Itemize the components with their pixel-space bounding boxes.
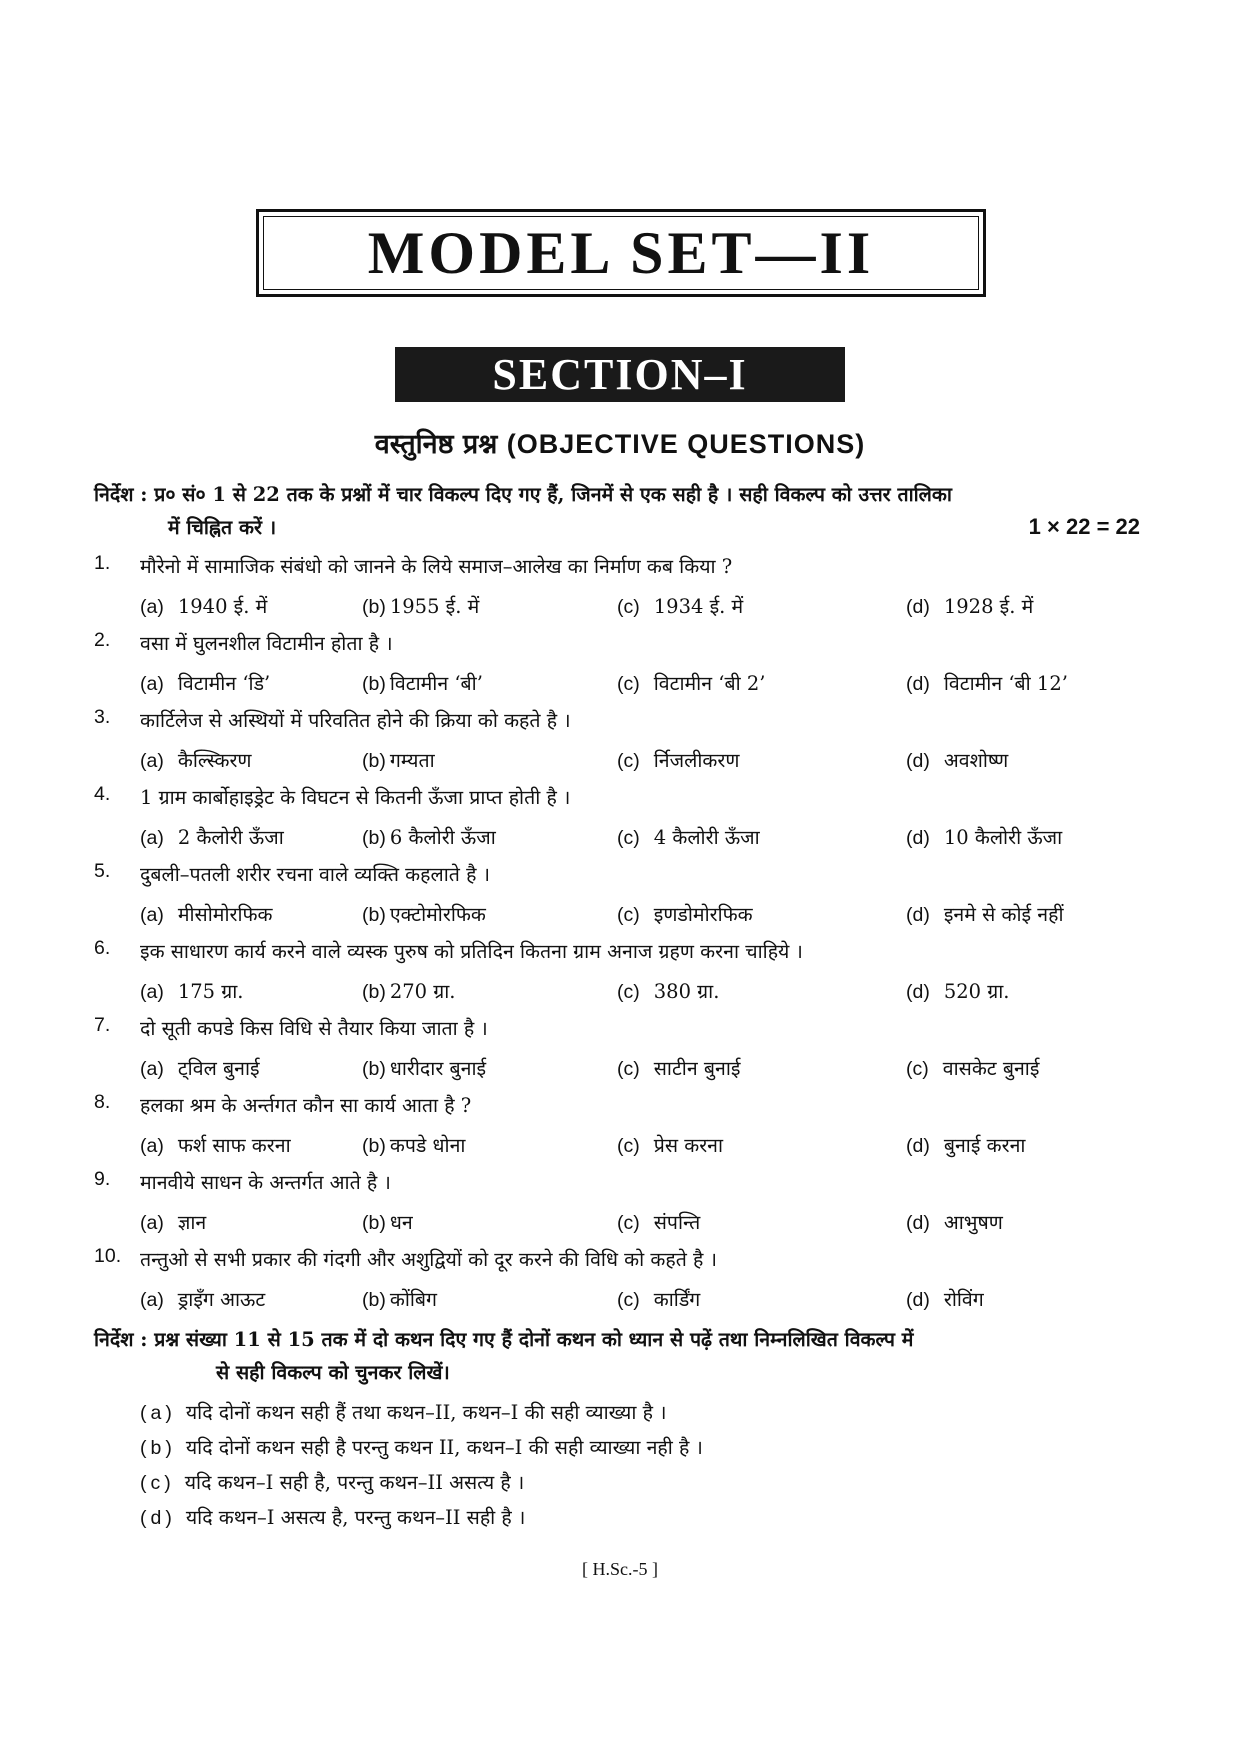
question-text: मानवीये साधन के अन्तर्गत आते है । bbox=[140, 1171, 391, 1194]
option-text: 1940 ई. में bbox=[177, 595, 268, 618]
option-text: साटीन बुनाई bbox=[653, 1057, 741, 1080]
instruction-1 bbox=[94, 478, 1149, 544]
question-text: तन्तुओ से सभी प्रकार की गंदगी और अशुद्वियों को दूर करने की विधि को कहते है । bbox=[140, 1248, 717, 1271]
option-label: (d) bbox=[906, 596, 930, 618]
answer-option bbox=[362, 977, 456, 1004]
option-text: 1934 ई. में bbox=[653, 595, 744, 618]
option-label: (b) bbox=[362, 1212, 386, 1234]
answer-option bbox=[617, 1131, 723, 1158]
section-banner bbox=[395, 347, 845, 402]
question-text: हलका श्रम के अर्न्तगत कौन सा कार्य आता है ? bbox=[140, 1094, 472, 1117]
option-text: रोविंग bbox=[943, 1288, 984, 1311]
option-label: (b) bbox=[362, 904, 386, 926]
option-text: 175 ग्रा. bbox=[177, 980, 244, 1003]
question-number: 7. bbox=[94, 1014, 111, 1036]
answer-option bbox=[906, 900, 1064, 927]
option-text: 520 ग्रा. bbox=[943, 980, 1010, 1003]
option-text: प्रेस करना bbox=[653, 1134, 724, 1157]
option-label: (c) bbox=[617, 904, 640, 926]
option-text: र्निजलीकरण bbox=[653, 749, 740, 772]
option-text: कार्डिंग bbox=[653, 1288, 701, 1311]
option-label: (b) bbox=[362, 1058, 386, 1080]
option-label: (c) bbox=[906, 1058, 929, 1080]
option-label: (a) bbox=[140, 673, 164, 695]
option-label: (c) bbox=[617, 1212, 640, 1234]
question-text: दुबली–पतली शरीर रचना वाले व्यक्ति कहलाते है । bbox=[140, 863, 491, 886]
answer-option bbox=[362, 1285, 437, 1312]
option-label: (c) bbox=[617, 596, 640, 618]
answer-option bbox=[362, 669, 483, 696]
answer-option bbox=[362, 1208, 413, 1235]
option-label: (a) bbox=[140, 827, 164, 849]
option-text: मीसोमोरफिक bbox=[177, 903, 273, 926]
option-label: (a) bbox=[140, 904, 164, 926]
question-text: वसा में घुलनशील विटामीन होता है । bbox=[140, 632, 393, 655]
answer-option bbox=[906, 823, 1062, 850]
option-label: (a) bbox=[140, 750, 164, 772]
answer-option bbox=[140, 1131, 291, 1158]
question-number: 10. bbox=[94, 1245, 122, 1267]
answer-option bbox=[906, 669, 1068, 696]
answer-option bbox=[617, 746, 739, 773]
question-text: कार्टिलेज से अस्थियों में परिवतित होने की क्रिया को कहते है । bbox=[140, 709, 571, 732]
question-number: 1. bbox=[94, 552, 111, 574]
question-number: 8. bbox=[94, 1091, 111, 1113]
option-text: ड्राइँग आऊट bbox=[177, 1288, 266, 1311]
option-label: (b) bbox=[362, 1289, 386, 1311]
page-title: MODEL SET—II bbox=[367, 219, 875, 286]
option-text: 270 ग्रा. bbox=[389, 980, 456, 1003]
assertion-option bbox=[140, 1468, 524, 1495]
option-label: (c) bbox=[617, 673, 640, 695]
answer-option bbox=[906, 1208, 1003, 1235]
option-text: एक्टोमोरफिक bbox=[389, 903, 486, 926]
option-text: 2 कैलोरी ऊँजा bbox=[177, 826, 284, 849]
option-text: विटामीन ‘बी 12’ bbox=[943, 672, 1068, 695]
answer-option bbox=[906, 1131, 1025, 1158]
question-number: 6. bbox=[94, 937, 111, 959]
instruction-2-line2: से सही विकल्प को चुनकर लिखें। bbox=[216, 1361, 450, 1384]
subtitle-english: (OBJECTIVE QUESTIONS) bbox=[506, 429, 866, 459]
option-text: फर्श साफ करना bbox=[177, 1134, 291, 1157]
option-label: (c) bbox=[617, 827, 640, 849]
answer-option bbox=[362, 823, 496, 850]
option-text: आभुषण bbox=[943, 1211, 1003, 1234]
option-text: धारीदार बुनाई bbox=[389, 1057, 487, 1080]
option-label: (b) bbox=[362, 750, 386, 772]
assertion-option-label: (d) bbox=[140, 1507, 176, 1529]
answer-option bbox=[906, 977, 1010, 1004]
option-text: विटामीन ‘बी’ bbox=[389, 672, 483, 695]
option-text: कपडे धोना bbox=[389, 1134, 466, 1157]
option-text: गम्यता bbox=[389, 749, 435, 772]
option-label: (b) bbox=[362, 596, 386, 618]
instruction-1-line2: में चिह्नित करें । bbox=[168, 516, 277, 539]
subtitle-hindi: वस्तुनिष्ठ प्रश्न bbox=[374, 429, 498, 460]
question-text: दो सूती कपडे किस विधि से तैयार किया जाता है । bbox=[140, 1017, 488, 1040]
option-text: 6 कैलोरी ऊँजा bbox=[389, 826, 496, 849]
answer-option bbox=[906, 1285, 984, 1312]
option-label: (a) bbox=[140, 981, 164, 1003]
option-text: ट्विल बुनाई bbox=[177, 1057, 260, 1080]
instruction-1-line1: निर्देश : प्र० सं० 1 से 22 तक के प्रश्नों में चार विकल्प दिए गए हैं, जिनमें से एक सही है । सही विकल्प को उत्तर तालिका bbox=[94, 483, 952, 506]
option-label: (d) bbox=[906, 1289, 930, 1311]
option-text: कैल्स्किरण bbox=[177, 749, 252, 772]
option-label: (a) bbox=[140, 1135, 164, 1157]
assertion-option bbox=[140, 1503, 525, 1530]
option-label: (a) bbox=[140, 1058, 164, 1080]
option-label: (d) bbox=[906, 827, 930, 849]
title-box bbox=[256, 209, 986, 297]
answer-option bbox=[140, 669, 270, 696]
option-label: (c) bbox=[617, 1289, 640, 1311]
option-label: (b) bbox=[362, 981, 386, 1003]
instruction-2-line1: निर्देश : प्रश्न संख्या 11 से 15 तक में दो कथन दिए गए हैं दोनों कथन को ध्यान से पढ़ें तथा निम्नलिखित विकल्प में bbox=[94, 1328, 914, 1351]
option-label: (a) bbox=[140, 596, 164, 618]
answer-option bbox=[362, 746, 435, 773]
answer-option bbox=[617, 1054, 740, 1081]
answer-option bbox=[140, 977, 244, 1004]
option-text: अवशोष्ण bbox=[943, 749, 1009, 772]
option-text: 4 कैलोरी ऊँजा bbox=[653, 826, 760, 849]
answer-option bbox=[617, 900, 753, 927]
section-title: SECTION–I bbox=[492, 350, 748, 399]
option-text: वासकेट बुनाई bbox=[942, 1057, 1040, 1080]
answer-option bbox=[362, 1131, 465, 1158]
answer-option bbox=[362, 900, 486, 927]
assertion-option-text: यदि दोनों कथन सही है परन्तु कथन II, कथन–I की सही व्याख्या नही है । bbox=[185, 1436, 703, 1459]
option-label: (c) bbox=[617, 750, 640, 772]
assertion-option-label: (a) bbox=[140, 1402, 176, 1424]
option-label: (b) bbox=[362, 1135, 386, 1157]
assertion-option-text: यदि कथन–I असत्य है, परन्तु कथन–II सही है । bbox=[185, 1506, 526, 1529]
instruction-2 bbox=[94, 1323, 1149, 1389]
answer-option bbox=[617, 977, 719, 1004]
answer-option bbox=[617, 823, 760, 850]
question-text: मौरेनो में सामाजिक संबंधो को जानने के लिये समाज–आलेख का निर्माण कब किया ? bbox=[140, 555, 733, 578]
page-footer: [ H.Sc.-5 ] bbox=[582, 1559, 658, 1579]
subtitle bbox=[0, 424, 1240, 461]
answer-option bbox=[906, 592, 1033, 619]
option-label: (c) bbox=[617, 1135, 640, 1157]
option-text: 1928 ई. में bbox=[943, 595, 1034, 618]
answer-option bbox=[906, 746, 1008, 773]
question-text: 1 ग्राम कार्बोहाइड्रेट के विघटन से कितनी ऊँजा प्राप्त होती है । bbox=[140, 786, 571, 809]
answer-option bbox=[140, 592, 267, 619]
option-label: (b) bbox=[362, 827, 386, 849]
assertion-option-text: यदि कथन–I सही है, परन्तु कथन–II असत्य है । bbox=[184, 1471, 525, 1494]
option-label: (d) bbox=[906, 1212, 930, 1234]
question-number: 9. bbox=[94, 1168, 111, 1190]
option-label: (c) bbox=[617, 1058, 640, 1080]
option-text: धन bbox=[389, 1211, 413, 1234]
option-label: (d) bbox=[906, 1135, 930, 1157]
option-text: कोंबिग bbox=[389, 1288, 438, 1311]
option-label: (d) bbox=[906, 673, 930, 695]
assertion-option bbox=[140, 1398, 667, 1425]
option-text: ज्ञान bbox=[177, 1211, 207, 1234]
option-text: 380 ग्रा. bbox=[653, 980, 720, 1003]
question-text: इक साधारण कार्य करने वाले व्यस्क पुरुष को प्रतिदिन कितना ग्राम अनाज ग्रहण करना चाहिये । bbox=[140, 940, 803, 963]
option-label: (d) bbox=[906, 981, 930, 1003]
assertion-option-text: यदि दोनों कथन सही हैं तथा कथन–II, कथन–I की सही व्याख्या है । bbox=[185, 1401, 667, 1424]
option-label: (b) bbox=[362, 673, 386, 695]
option-text: विटामीन ‘बी 2’ bbox=[653, 672, 766, 695]
assertion-option-label: (b) bbox=[140, 1437, 176, 1459]
answer-option bbox=[617, 592, 743, 619]
answer-option bbox=[140, 900, 273, 927]
question-number: 3. bbox=[94, 706, 111, 728]
question-number: 4. bbox=[94, 783, 111, 805]
option-label: (c) bbox=[617, 981, 640, 1003]
option-text: इनमे से कोई नहीं bbox=[943, 903, 1064, 926]
option-text: बुनाई करना bbox=[943, 1134, 1026, 1157]
question-number: 5. bbox=[94, 860, 111, 882]
assertion-option-label: (c) bbox=[140, 1472, 175, 1494]
option-label: (a) bbox=[140, 1289, 164, 1311]
option-text: विटामीन ‘डि’ bbox=[177, 672, 271, 695]
option-text: संपन्ति bbox=[653, 1211, 701, 1234]
answer-option bbox=[906, 1054, 1039, 1081]
marks-label: 1 × 22 = 22 bbox=[1028, 514, 1140, 539]
assertion-option bbox=[140, 1433, 703, 1460]
question-number: 2. bbox=[94, 629, 111, 651]
option-text: 10 कैलोरी ऊँजा bbox=[943, 826, 1063, 849]
answer-option bbox=[617, 1285, 700, 1312]
answer-option bbox=[140, 1054, 260, 1081]
option-label: (d) bbox=[906, 750, 930, 772]
answer-option bbox=[140, 823, 284, 850]
option-text: इणडोमोरफिक bbox=[653, 903, 753, 926]
answer-option bbox=[140, 1208, 206, 1235]
answer-option bbox=[362, 592, 479, 619]
option-label: (d) bbox=[906, 904, 930, 926]
answer-option bbox=[140, 1285, 265, 1312]
answer-option bbox=[362, 1054, 486, 1081]
answer-option bbox=[617, 1208, 700, 1235]
option-label: (a) bbox=[140, 1212, 164, 1234]
answer-option bbox=[140, 746, 252, 773]
option-text: 1955 ई. में bbox=[389, 595, 480, 618]
answer-option bbox=[617, 669, 765, 696]
